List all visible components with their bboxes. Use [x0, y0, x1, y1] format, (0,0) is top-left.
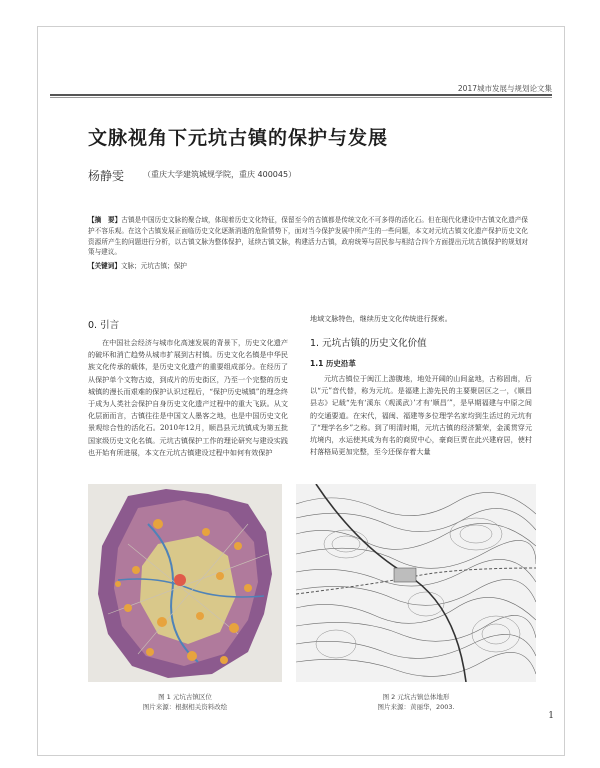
figure-1-caption-title: 图 1 元坑古镇区位 — [158, 693, 212, 701]
figure-2-caption-title: 图 2 元坑古镇总体地形 — [382, 693, 450, 701]
figure-2-caption — [296, 692, 536, 712]
keywords-tag: 【关键词】 — [88, 262, 121, 270]
header-rule-thin — [50, 97, 552, 98]
keywords-text: 文脉；元坑古镇；保护 — [120, 262, 187, 270]
figure-1-location-map — [88, 484, 282, 682]
history-paragraph: 元坑古镇位于闽江上游腹地，地处开阔的山间盆地，古称固南，后以“元”音代替，称为元坑。是福建上游先民的主要聚居区之一，《顺昌县志》记载“先有‘溪东（观溪武）’才有‘顺昌’”，是早期福建与中原之间的交通要道。在宋代，福闽、福建等多位理学名家均到生活过的元坑有了“理学名乡”之称。到了明清时期，元坑古镇的经济繁荣，金溪贯穿元坑境内，水运使其成为有名的商贸中心，豪商巨贾在此兴建府居，使村村落格局更加完整，至今还保存着大量 — [310, 374, 532, 457]
topographic-map-image — [296, 484, 536, 682]
subsection-heading-1-1: 1.1 历史沿革 — [310, 359, 356, 368]
author-affiliation: （重庆大学建筑城规学院，重庆 400045） — [143, 170, 297, 179]
keywords — [88, 260, 528, 270]
right-column-continuation: 地域文脉特色，继续历史文化传统进行探索。 — [310, 314, 452, 323]
abstract-tag: 【摘 要】 — [88, 216, 122, 224]
page-number: 1 — [548, 711, 554, 721]
figure-2-topographic-map — [296, 484, 536, 682]
section-heading-intro: 0. 引言 — [88, 320, 120, 331]
paper-title: 文脉视角下元坑古镇的保护与发展 — [88, 127, 389, 149]
figure-1-caption-source: 图片来源：根据相关资料改绘 — [142, 703, 228, 711]
running-head: 2017城市发展与规划论文集 — [457, 84, 552, 93]
intro-paragraph: 在中国社会经济与城市化高速发展的背景下，历史文化遗产的破坏和消亡趋势从城市扩展到古村镇。历史文化名镇是中华民族文化传承的载体，是历史文化遗产的重要组成部分。在经历了从保护单个文物古迹，到成片的历史街区，乃至一个完整的历史城镇的漫长而艰难的保护认识过程后，“保护历史城镇”的理念终于成为人类社会保护自身历史文化遗产过程中的重大飞跃。从文化层面而言，古镇往往是中国文人墨客之地，也是中国历史文化景观综合性的活化石。2010年12月，顺昌县元坑镇成为第五批国家级历史文化名镇。元坑古镇保护工作的理论研究与建设实践也开始有所进展，本文在元坑古镇建设过程中如何有效保护 — [88, 338, 288, 457]
abstract-text: 古镇是中国历史文脉的聚合域，体现着历史文化特征，保留至今的古镇都是传统文化不可多得的活化石。但在现代化建设中古镇文化遗产保护不容乐观。在这个古镇发展正面临历史文化逐渐消逝的危险情势下，面对当今保护发展中所产生的一些问题，本文对元坑古镇文化遗产保护历史文化资源所产生的问题进行分析，以古镇文脉为整体保护，延续古镇文脉，构建活力古镇，政府统筹与居民参与相结合四个方面提出元坑古镇保护的规划对策与建议。 — [88, 216, 529, 257]
author-name: 杨静雯 — [88, 169, 125, 183]
section-heading-1: 1. 元坑古镇的历史文化价值 — [310, 338, 427, 349]
page — [37, 26, 565, 756]
location-map-image — [88, 484, 282, 682]
header-rule — [50, 94, 552, 96]
figure-2-caption-source: 图片来源：黄丽华，2003. — [377, 703, 455, 711]
abstract — [88, 215, 528, 258]
figure-1-caption — [88, 692, 282, 712]
